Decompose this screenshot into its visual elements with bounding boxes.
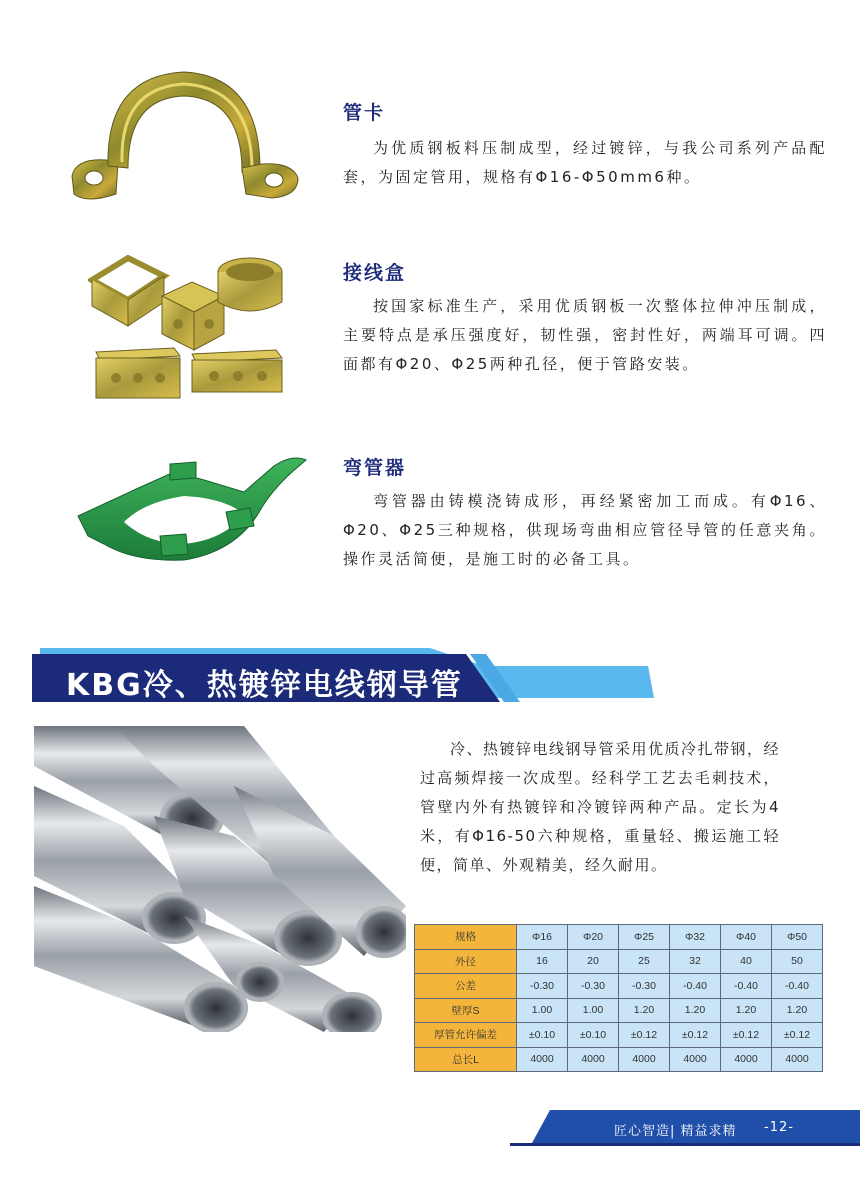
table-cell: 25 — [619, 949, 670, 974]
table-cell: Φ40 — [721, 925, 772, 950]
table-cell: Φ32 — [670, 925, 721, 950]
section-banner — [0, 640, 860, 710]
table-cell: 16 — [517, 949, 568, 974]
table-row — [415, 998, 823, 1023]
table-cell: 1.20 — [670, 998, 721, 1023]
table-cell: 32 — [670, 949, 721, 974]
table-cell: -0.30 — [568, 974, 619, 999]
table-cell: 1.20 — [772, 998, 823, 1023]
spec-table — [414, 924, 823, 1072]
table-cell: 50 — [772, 949, 823, 974]
table-row-label: 总长L — [415, 1047, 517, 1072]
table-row — [415, 949, 823, 974]
table-cell: 1.00 — [517, 998, 568, 1023]
table-row-label: 公差 — [415, 974, 517, 999]
table-row — [415, 925, 823, 950]
junction-box-image — [88, 250, 288, 405]
table-cell: ±0.12 — [670, 1023, 721, 1048]
table-cell: Φ50 — [772, 925, 823, 950]
table-cell: 4000 — [670, 1047, 721, 1072]
table-row-label: 壁厚S — [415, 998, 517, 1023]
table-row — [415, 1047, 823, 1072]
footer-slogan: 匠心智造| 精益求精 — [614, 1124, 737, 1139]
table-cell: 1.00 — [568, 998, 619, 1023]
table-cell: ±0.12 — [772, 1023, 823, 1048]
table-cell: -0.40 — [772, 974, 823, 999]
table-cell: Φ25 — [619, 925, 670, 950]
table-cell: 1.20 — [721, 998, 772, 1023]
table-row-label: 规格 — [415, 925, 517, 950]
table-cell: ±0.12 — [721, 1023, 772, 1048]
table-cell: Φ20 — [568, 925, 619, 950]
table-cell: 4000 — [517, 1047, 568, 1072]
spec-table-container — [414, 924, 823, 1072]
table-cell: ±0.12 — [619, 1023, 670, 1048]
table-row — [415, 974, 823, 999]
table-cell: ±0.10 — [517, 1023, 568, 1048]
table-cell: -0.40 — [721, 974, 772, 999]
kbg-desc: 冷、热镀锌电线钢导管采用优质冷扎带钢，经过高频焊接一次成型。经科学工艺去毛刺技术，管壁内外有热镀锌和冷镀锌两种产品。定长为4米，有Φ16-50六种规格，重量轻、搬运施工轻便，简单、外观精美，经久耐用。 — [420, 740, 781, 874]
product-desc-clamp: 为优质钢板料压制成型，经过镀锌，与我公司系列产品配套，为固定管用，规格有Φ16-Φ50mm6种。 — [343, 139, 827, 186]
table-row — [415, 1023, 823, 1048]
table-cell: 20 — [568, 949, 619, 974]
product-title-junction-box: 接线盒 — [343, 262, 407, 284]
table-cell: -0.30 — [517, 974, 568, 999]
product-desc-pipe-bender: 弯管器由铸模浇铸成形，再经紧密加工而成。有Φ16、Φ20、Φ25三种规格，供现场弯曲相应管径导管的任意夹角。操作灵活简便，是施工时的必备工具。 — [343, 492, 827, 568]
product-desc-junction-box: 按国家标准生产，采用优质钢板一次整体拉伸冲压制成，主要特点是承压强度好，韧性强，密封性好，两端耳可调。四面都有Φ20、Φ25两种孔径，便于管路安装。 — [343, 297, 827, 373]
steel-pipes-image — [34, 726, 406, 1032]
product-title-pipe-bender: 弯管器 — [343, 457, 407, 479]
banner-title: KBG冷、热镀锌电线钢导管 — [66, 668, 463, 703]
table-cell: Φ16 — [517, 925, 568, 950]
product-title-clamp: 管卡 — [343, 102, 386, 124]
table-cell: 4000 — [721, 1047, 772, 1072]
table-cell: -0.30 — [619, 974, 670, 999]
pipe-bender-image — [74, 452, 310, 572]
pipe-clamp-image — [66, 58, 306, 208]
table-cell: -0.40 — [670, 974, 721, 999]
table-row-label: 外径 — [415, 949, 517, 974]
table-cell: 4000 — [568, 1047, 619, 1072]
table-cell: 1.20 — [619, 998, 670, 1023]
table-row-label: 厚管允许偏差 — [415, 1023, 517, 1048]
table-cell: ±0.10 — [568, 1023, 619, 1048]
footer-bar — [510, 1110, 860, 1146]
table-cell: 4000 — [772, 1047, 823, 1072]
page-number: -12- — [764, 1120, 794, 1135]
table-cell: 4000 — [619, 1047, 670, 1072]
table-cell: 40 — [721, 949, 772, 974]
